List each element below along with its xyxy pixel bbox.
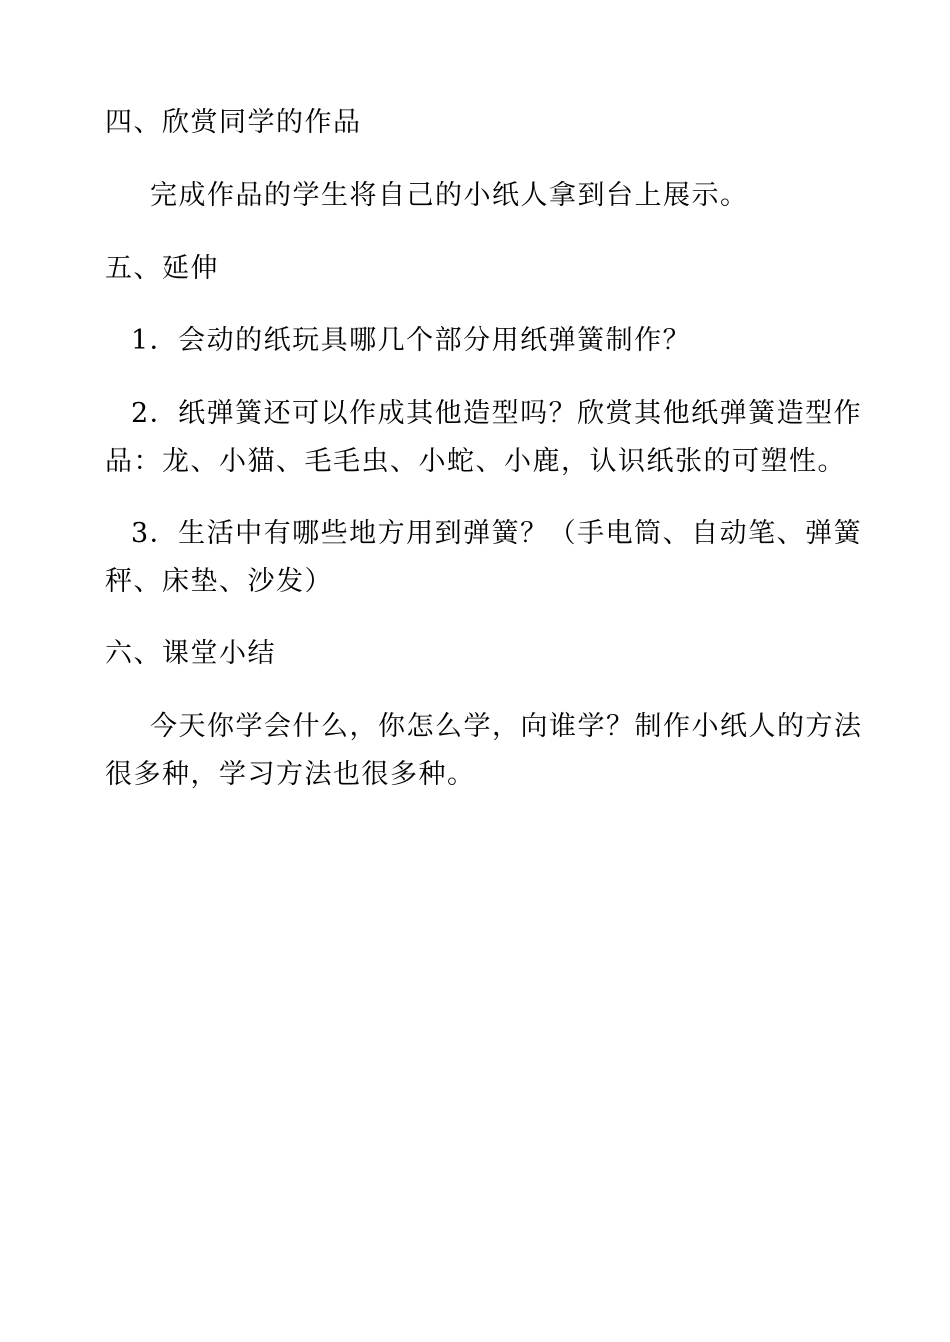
section-5-heading: 五、延伸 — [105, 253, 219, 284]
section-5-item-1: 1．会动的纸玩具哪几个部分用纸弹簧制作？ — [131, 325, 692, 356]
section-4-body: 完成作品的学生将自己的小纸人拿到台上展示。 — [150, 180, 749, 211]
section-5-item-3-line-2: 秤、床垫、沙发） — [105, 566, 333, 597]
section-6-body-line-1: 今天你学会什么，你怎么学，向谁学？制作小纸人的方法 — [150, 711, 863, 742]
section-5-item-3-line-1: 3．生活中有哪些地方用到弹簧？（手电筒、自动笔、弹簧 — [131, 518, 863, 549]
section-6-body-line-2: 很多种，学习方法也很多种。 — [105, 759, 476, 790]
section-4-heading: 四、欣赏同学的作品 — [105, 107, 362, 138]
section-5-item-2-line-1: 2．纸弹簧还可以作成其他造型吗？欣赏其他纸弹簧造型作 — [131, 398, 863, 429]
section-5-item-2-line-2: 品：龙、小猫、毛毛虫、小蛇、小鹿，认识纸张的可塑性。 — [105, 446, 846, 477]
section-6-heading: 六、课堂小结 — [105, 638, 276, 669]
